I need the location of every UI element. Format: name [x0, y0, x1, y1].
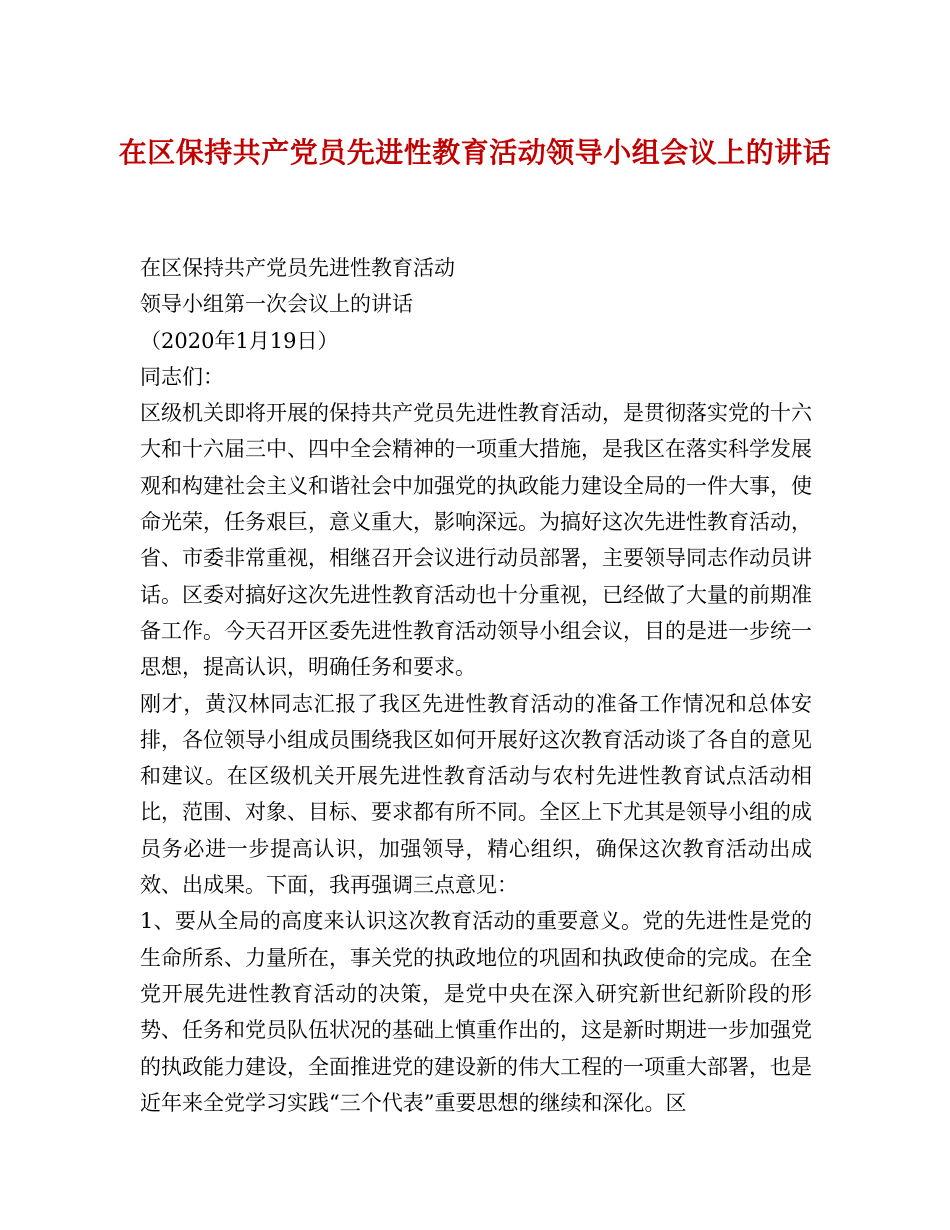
document-body	[140, 250, 812, 1121]
document-title: 在区保持共产党员先进性教育活动领导小组会议上的讲话	[118, 136, 832, 169]
paragraph-2: 刚才，黄汉林同志汇报了我区先进性教育活动的准备工作情况和总体安排，各位领导小组成员围绕我区如何开展好这次教育活动谈了各自的意见和建议。在区级机关开展先进性教育活动与农村先进性教育试点活动相比，范围、对象、目标、要求都有所不同。全区上下尤其是领导小组的成员务必进一步提高认识，加强领导，精心组织，确保这次教育活动出成效、出成果。下面，我再强调三点意见：	[140, 691, 812, 898]
subtitle-line-1: 在区保持共产党员先进性教育活动	[140, 256, 455, 280]
paragraph-3: 1、要从全局的高度来认识这次教育活动的重要意义。党的先进性是党的生命所系、力量所在，事关党的执政地位的巩固和执政使命的完成。在全党开展先进性教育活动的决策，是党中央在深入研究新世纪新阶段的形势、任务和党员队伍状况的基础上慎重作出的，这是新时期进一步加强党的执政能力建设，全面推进党的建设新的伟大工程的一项重大部署，也是近年来全党学习实践“三个代表”重要思想的继续和深化。区	[140, 909, 812, 1115]
speech-date: （2020年1月19日）	[140, 328, 339, 353]
salutation: 同志们：	[140, 364, 224, 389]
paragraph-1: 区级机关即将开展的保持共产党员先进性教育活动，是贯彻落实党的十六大和十六届三中、四中全会精神的一项重大措施，是我区在落实科学发展观和构建社会主义和谐社会中加强党的执政能力建设全局的一件大事，使命光荣，任务艰巨，意义重大，影响深远。为搞好这次先进性教育活动，省、市委非常重视，相继召开会议进行动员部署，主要领导同志作动员讲话。区委对搞好这次先进性教育活动也十分重视，已经做了大量的前期准备工作。今天召开区委先进性教育活动领导小组会议，目的是进一步统一思想，提高认识，明确任务和要求。	[140, 401, 812, 680]
subtitle-line-2: 领导小组第一次会议上的讲话	[140, 292, 413, 317]
